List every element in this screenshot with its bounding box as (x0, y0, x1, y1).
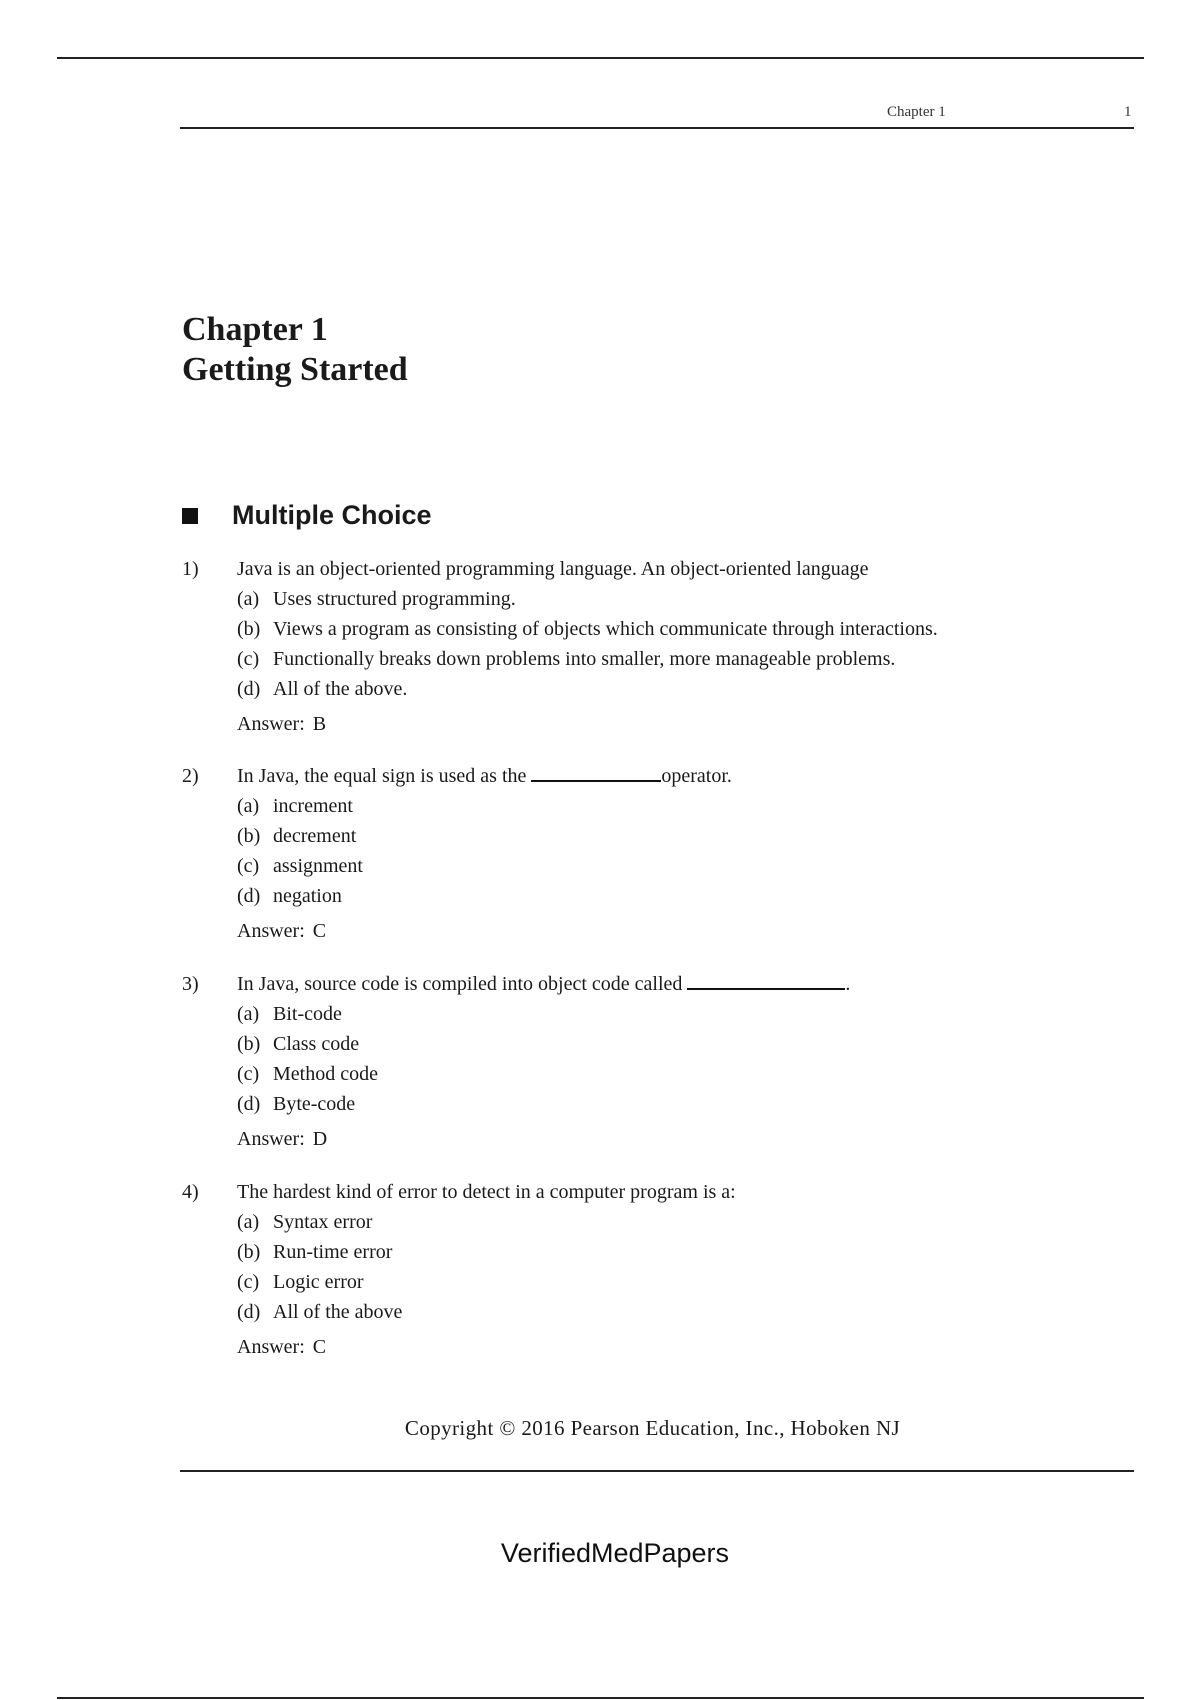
chapter-number: Chapter 1 (182, 311, 328, 348)
footer-rule (180, 1470, 1134, 1472)
question-stem: The hardest kind of error to detect in a computer program is a: (237, 1180, 736, 1203)
option-b: (b) decrement (237, 824, 357, 847)
copyright-notice: Copyright © 2016 Pearson Education, Inc., Hoboken NJ (404, 1416, 901, 1440)
question-number: 4) (182, 1180, 199, 1203)
section-heading (182, 500, 432, 531)
fill-in-blank (531, 764, 661, 782)
option-a: (a) increment (237, 794, 353, 817)
fill-in-blank (687, 972, 845, 990)
option-c: (c) Logic error (237, 1270, 364, 1293)
option-c: (c) Functionally breaks down problems into smaller, more manageable problems. (237, 647, 896, 670)
option-d: (d) negation (237, 884, 342, 907)
option-b: (b) Class code (237, 1032, 360, 1055)
option-d: (d) Byte-code (237, 1092, 356, 1115)
question-number: 1) (182, 557, 199, 580)
watermark-text: VerifiedMedPapers (500, 1538, 730, 1568)
question-stem: In Java, the equal sign is used as the operator. (237, 765, 732, 787)
answer-value: C (312, 1336, 327, 1358)
option-a: (a) Syntax error (237, 1210, 373, 1233)
answer-value: D (312, 1128, 328, 1150)
running-head-page-number: 1 (1124, 104, 1132, 120)
answer-value: C (312, 920, 327, 942)
answer-line: Answer: B (237, 713, 327, 735)
question-stem: Java is an object-oriented programming language. An object-oriented language (237, 557, 869, 580)
option-b: (b) Run-time error (237, 1240, 393, 1263)
chapter-name: Getting Started (182, 351, 408, 388)
question-number: 3) (182, 972, 199, 995)
question-4 (182, 1177, 1082, 1359)
top-page-rule (57, 57, 1144, 59)
answer-line: Answer: C (237, 1336, 327, 1358)
chapter-title (182, 310, 408, 390)
option-a: (a) Uses structured programming. (237, 587, 516, 610)
question-stem: In Java, source code is compiled into object code called . (237, 973, 851, 995)
question-3 (182, 969, 1082, 1151)
square-bullet-icon (182, 508, 198, 524)
answer-line: Answer: D (237, 1128, 328, 1150)
bottom-page-rule (57, 1697, 1144, 1699)
option-d: (d) All of the above (237, 1300, 403, 1323)
option-c: (c) assignment (237, 854, 363, 877)
answer-value: B (312, 713, 327, 735)
option-b: (b) Views a program as consisting of objects which communicate through interactions. (237, 617, 938, 640)
running-head-chapter: Chapter 1 (887, 104, 946, 120)
question-2 (182, 761, 1082, 943)
question-number: 2) (182, 764, 199, 787)
answer-line: Answer: C (237, 920, 327, 942)
option-a: (a) Bit-code (237, 1002, 342, 1025)
question-1 (182, 554, 1082, 736)
header-rule (180, 127, 1134, 129)
option-c: (c) Method code (237, 1062, 378, 1085)
option-d: (d) All of the above. (237, 677, 408, 700)
section-title: Multiple Choice (232, 500, 432, 530)
